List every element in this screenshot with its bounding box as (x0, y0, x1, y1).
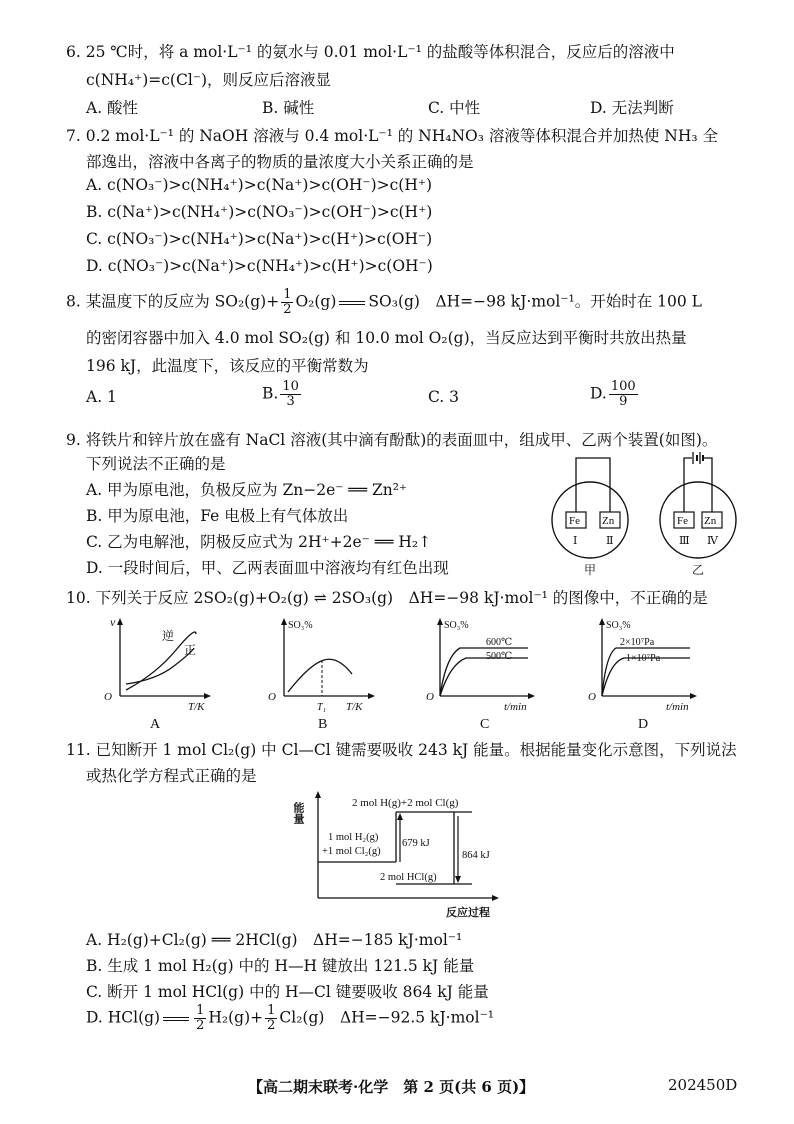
q6-stem-line1: 6. 25 ℃时，将 a mol·L⁻¹ 的氨水与 0.01 mol·L⁻¹ 的盐酸等体积混合，反应后的溶液中 (66, 43, 675, 61)
q6-stem-line2: c(NH₄⁺)=c(Cl⁻)，则反应后溶液显 (86, 71, 332, 89)
dish-yi (660, 482, 736, 558)
q8-option-d: D. $\frac{100}{9}$ (590, 379, 636, 409)
level-reactants-label2: +1 mol Cl₂(g) (322, 846, 381, 857)
level-atoms-label: 2 mol H(g)+2 mol Cl(g) (352, 797, 459, 809)
q9-apparatus-figure (540, 448, 760, 580)
energy-axis-label: 能量 (292, 802, 304, 824)
equilibrium-sign (339, 301, 365, 305)
fe-label-jia: Fe (569, 515, 580, 527)
graph-a-reverse-curve (126, 632, 196, 690)
q8-stem-part1: 8. 某温度下的反应为 SO₂(g)+ (66, 292, 280, 311)
fe-label-yi: Fe (677, 515, 688, 527)
electrode-num-1: Ⅰ (573, 535, 578, 547)
q8-stem-line2: 的密闭容器中加入 4.0 mol SO₂(g) 和 10.0 mol O₂(g)，当反应达到平衡时共放出热量 (86, 329, 687, 347)
graph-d-xlabel: t/min (666, 701, 689, 713)
q8-option-b: B. $\frac{10}{3}$ (262, 379, 299, 409)
exam-code: 202450D (668, 1076, 738, 1094)
graph-c-curve-600 (440, 648, 528, 696)
wire-jia (576, 458, 610, 514)
graph-a-ylabel: v (110, 615, 116, 629)
graph-c-xlabel: t/min (504, 701, 527, 713)
q7-option-c: C. c(NO₃⁻)>c(NH₄⁺)>c(Na⁺)>c(H⁺)>c(OH⁻) (86, 230, 433, 248)
graph-a-xlabel: T/K (188, 701, 205, 713)
q9-option-a: A. 甲为原电池，负极反应为 Zn−2e⁻ ══ Zn²⁺ (86, 481, 408, 499)
graph-c-label-500: 500℃ (486, 651, 513, 662)
graph-d-label-high: 2×10⁷Pa (620, 637, 655, 648)
graph-c-origin: O (426, 691, 434, 703)
graph-b-caption: B (318, 717, 328, 732)
q11-stem-line1: 11. 已知断开 1 mol Cl₂(g) 中 Cl—Cl 键需要吸收 243 kJ 能量。根据能量变化示意图，下列说法 (66, 741, 737, 759)
reaction-axis-label: 反应过程 (446, 907, 490, 919)
q9-option-b: B. 甲为原电池，Fe 电极上有气体放出 (86, 507, 349, 525)
q8-fraction-half: $\frac{1}{2}$ (283, 287, 292, 317)
q11-option-d: D. HCl(g) $\frac{1}{2}$ H₂(g)+ $\frac{1}{2}$ Cl₂(g) ΔH=−92.5 kJ·mol⁻¹ (86, 1003, 494, 1033)
q11-option-c: C. 断开 1 mol HCl(g) 中的 H—Cl 键要吸收 864 kJ 能量 (86, 983, 489, 1001)
q8-option-a: A. 1 (86, 388, 117, 406)
page-footer: 【高二期末联考·化学 第 2 页(共 6 页)】 (248, 1078, 535, 1096)
q7-option-b: B. c(Na⁺)>c(NH₄⁺)>c(NO₃⁻)>c(OH⁻)>c(H⁺) (86, 203, 433, 221)
graph-c-ylabel: SO₃% (444, 620, 469, 631)
electrode-num-2: Ⅱ (606, 535, 614, 547)
apparatus-label-jia: 甲 (584, 563, 597, 577)
q11-option-b: B. 生成 1 mol H₂(g) 中的 H—H 键放出 121.5 kJ 能量 (86, 957, 475, 975)
graph-d-caption: D (638, 717, 649, 732)
graph-b-ylabel: SO₃% (288, 620, 313, 631)
zn-label-jia: Zn (602, 515, 615, 527)
graph-a-label-forward: 正 (184, 643, 197, 657)
q8-stem-line3: 196 kJ，此温度下，该反应的平衡常数为 (86, 357, 369, 375)
q6-option-c: C. 中性 (428, 99, 481, 117)
energy-864-label: 864 kJ (462, 850, 490, 861)
graph-a-label-reverse: 逆 (162, 629, 175, 643)
graph-b-origin: O (268, 691, 276, 703)
level-products-label: 2 mol HCl(g) (380, 872, 437, 883)
zn-label-yi: Zn (704, 515, 717, 527)
q9-option-d: D. 一段时间后，甲、乙两表面皿中溶液均有红色出现 (86, 559, 449, 577)
q10-graph-b (260, 614, 390, 734)
q10-graph-d (586, 614, 726, 734)
q8-option-c: C. 3 (428, 388, 460, 406)
q8-stem-part2: O₂(g) (295, 292, 337, 311)
battery-icon (693, 452, 703, 464)
level-reactants-label1: 1 mol H₂(g) (328, 832, 379, 843)
q9-stem-line1: 9. 将铁片和锌片放在盛有 NaCl 溶液(其中滴有酚酞)的表面皿中，组成甲、乙两个装置(如图)。 (66, 431, 718, 449)
q8-stem-part3: SO₃(g) ΔH=−98 kJ·mol⁻¹。开始时在 100 L (368, 292, 702, 311)
graph-d-origin: O (588, 691, 596, 703)
graph-b-tick-t1: T₁ (317, 702, 327, 713)
equals-sign (163, 1017, 189, 1021)
graph-c-caption: C (480, 717, 490, 732)
electrode-num-4: Ⅳ (707, 535, 718, 547)
q6-option-d: D. 无法判断 (590, 99, 674, 117)
q7-option-a: A. c(NO₃⁻)>c(NH₄⁺)>c(Na⁺)>c(OH⁻)>c(H⁺) (86, 176, 433, 194)
graph-b-xlabel: T/K (346, 701, 363, 713)
q8-stem-line1 (66, 288, 702, 317)
q6-option-a: A. 酸性 (86, 99, 139, 117)
graph-a-caption: A (150, 717, 161, 732)
graph-d-label-low: 1×10⁷Pa (626, 653, 661, 664)
graph-d-ylabel: SO₃% (606, 620, 631, 631)
q11-energy-diagram (290, 788, 510, 920)
q10-stem: 10. 下列关于反应 2SO₂(g)+O₂(g) ⇌ 2SO₃(g) ΔH=−98 kJ·mol⁻¹ 的图像中，不正确的是 (66, 589, 708, 607)
graph-c-curve-500 (440, 658, 528, 696)
energy-679-label: 679 kJ (402, 838, 430, 849)
q9-option-c: C. 乙为电解池，阴极反应式为 2H⁺+2e⁻ ══ H₂↑ (86, 533, 432, 551)
electrode-num-3: Ⅲ (679, 535, 690, 547)
q6-option-b: B. 碱性 (262, 99, 315, 117)
q10-graph-c (424, 614, 554, 734)
q7-stem-line1: 7. 0.2 mol·L⁻¹ 的 NaOH 溶液与 0.4 mol·L⁻¹ 的 NH₄NO₃ 溶液等体积混合并加热使 NH₃ 全 (66, 127, 719, 145)
graph-a-origin: O (104, 691, 112, 703)
q7-option-d: D. c(NO₃⁻)>c(Na⁺)>c(NH₄⁺)>c(H⁺)>c(OH⁻) (86, 257, 433, 275)
apparatus-label-yi: 乙 (692, 563, 705, 577)
graph-b-curve (288, 659, 352, 692)
q7-stem-line2: 部逸出，溶液中各离子的物质的量浓度大小关系正确的是 (86, 153, 474, 171)
graph-c-label-600: 600℃ (486, 637, 513, 648)
q11-option-a: A. H₂(g)+Cl₂(g) ══ 2HCl(g) ΔH=−185 kJ·mol⁻¹ (86, 931, 463, 949)
q9-stem-line2: 下列说法不正确的是 (86, 455, 226, 473)
q11-stem-line2: 或热化学方程式正确的是 (86, 767, 257, 785)
q10-graph-a (96, 614, 226, 734)
